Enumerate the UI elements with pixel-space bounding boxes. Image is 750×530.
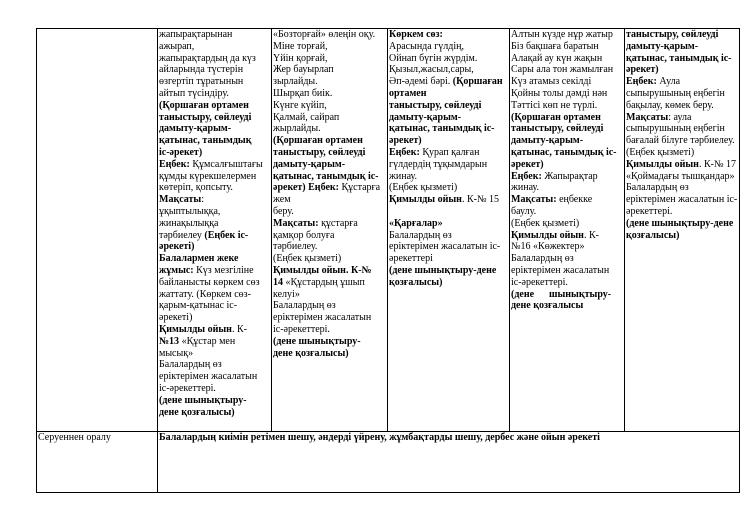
text-segment: Қурап қалған гүлдердің тұқымдарын жинау. (Еңбек қызметі) — [389, 146, 488, 194]
bold-text-segment: Мақсаты: — [273, 217, 319, 229]
bold-text-segment: Қимылды ойын — [159, 323, 232, 335]
text-segment: Арасында гүлдің, Ойнап бүгін жүрдім. Қызыл,жасыл,сары, Әп-әдемі бәрі. — [389, 40, 478, 88]
text-segment: : аула сыпырушының еңбегін бағалай білуге тәрбиелеу. (Еңбек қызметі) — [626, 111, 735, 158]
cell-text — [626, 29, 738, 241]
text-segment: Балалардың өз еріктерімен жасалатын іс- әрекеттері — [389, 229, 501, 265]
text-segment: . К-№ 17 «Қоймадағы тышқандар» Балалардың өз еріктерімен жасалатын іс- әрекеттері. — [626, 158, 738, 217]
bold-text-segment: «Қарғалар» — [389, 217, 443, 229]
text-segment: «Құстар мен мысық» Балалардың өз еріктерімен жасалатын іс-әрекеттері. — [159, 335, 258, 394]
text-segment: Алтын күзде нұр жатыр Біз бақшаға баратын Алақай ау күн жақын Сары ала тон жамылған Күз атамыз секілді Қойны толы дәмді нән Тәттісі көп не түрлі. — [511, 29, 614, 111]
activity-row — [37, 29, 740, 432]
text-segment: «Бозторғай» өлеңін оқу. Міне торғай, Үйін қорғай, Жер бауырлап зырлайды. Шырқап биік. Күнге күйіп, Қалмай, сайрап жырлайды. — [273, 29, 376, 135]
cell-text — [511, 29, 623, 312]
bold-text-segment: Мақсаты — [626, 111, 669, 123]
bold-text-segment: Еңбек: — [389, 146, 420, 158]
bold-text-segment: (Қоршаған ортамен таныстыру, сөйлеуді дамыту-қарым- қатынас, танымдық іс-әрекет) — [159, 99, 252, 158]
bold-text-segment: Қимылды ойын — [389, 194, 462, 206]
wednesday-cell — [388, 29, 510, 432]
text-segment: құстарға қамқор болуға тәрбиелеу. (Еңбек қызметі) — [273, 217, 358, 265]
bold-text-segment: (дене шынықтыру- дене қозғалысы) — [273, 335, 361, 359]
text-segment: Құмсалғыштағы құмды күрекшелермен көтеріп, қопсыту. — [159, 158, 263, 194]
text-segment: еңбекке баулу. (Еңбек қызметі) — [511, 194, 593, 229]
bold-text-segment: (дене шынықтыру-дене қозғалысы) — [626, 217, 734, 241]
bold-text-segment: Көркем сөз: — [389, 29, 443, 40]
text-segment: «Құстардың ұшып келуі» Балалардың өз еріктерімен жасалатын іс-әрекеттері. — [273, 276, 372, 335]
text-segment: Құстарға жем беру. — [273, 182, 381, 217]
text-segment: : ұқыптылыққа, жинақылыққа тәрбиелеу — [159, 194, 221, 241]
bold-text-segment: (дене шынықтыру- дене қозғалысы) — [159, 394, 247, 418]
cell-text — [273, 29, 386, 359]
daily-plan-table — [36, 28, 740, 493]
bold-text-segment: (Қоршаған ортамен таныстыру, сөйлеуді дамыту-қарым- қатынас, танымдық іс- әрекет) Еңбек: — [511, 111, 617, 182]
return-from-walk-row — [37, 432, 740, 493]
text-segment: Аула сыпырушының еңбегін бақылау, көмек беру. — [626, 76, 725, 111]
friday-cell — [625, 29, 740, 432]
text-segment: . К- №16 «Көжектер» Балалардың өз еріктерімен жасалатын іс-әрекеттері. — [511, 229, 610, 288]
text-segment: . К-№ 15 — [461, 194, 499, 206]
bold-text-segment: (Еңбек іс-әрекеті) Балалармен жеке жұмыс: — [159, 229, 249, 276]
cell-text — [389, 29, 508, 289]
text-segment: . К- — [231, 323, 247, 335]
cell-text — [159, 29, 270, 418]
bold-text-segment: (дене шынықтыру-дене қозғалысы) — [389, 264, 497, 288]
bold-text-segment: (Қоршаған ортамен таныстыру, сөйлеуді дамыту-қарым- қатынас, танымдық іс- әрекет) — [273, 135, 379, 194]
bold-text-segment: №13 — [159, 335, 180, 347]
return-from-walk-activities: Балалардың киімін ретімен шешу, әндерді үйрену, жұмбақтарды шешу, дербес және ойын әрекеті — [158, 432, 740, 493]
bold-text-segment: Мақсаты — [159, 194, 202, 206]
bold-text-segment: Еңбек: — [305, 182, 339, 194]
text-segment: жапырақтарынан ажырап, жапырақтардың да күз айларында түстерін өзгертіп тұратынын айтып түсіндіру. — [159, 29, 256, 99]
return-from-walk-label: Серуеннен оралу — [37, 432, 158, 493]
row-label-cell-empty — [37, 29, 158, 432]
bold-text-segment: Қимылды ойын — [626, 158, 699, 170]
text-segment: Күз мезгіліне байланысты көркем сөз жаттату. (Көркем сөз- қарым-қатынас іс- әрекеті) — [159, 264, 260, 324]
bold-text-segment: Еңбек: — [159, 158, 190, 170]
bold-text-segment: таныстыру, сөйлеуді дамыту-қарым- қатынас, танымдық іс- әрекет) Еңбек: — [626, 29, 732, 88]
tuesday-cell — [272, 29, 388, 432]
bold-text-segment: Қимылды ойын — [511, 229, 584, 241]
thursday-cell — [510, 29, 625, 432]
bold-text-segment: (Қоршаған ортамен таныстыру, сөйлеуді дамыту-қарым- қатынас, танымдық іс- әрекет) — [389, 76, 503, 147]
monday-cell — [158, 29, 272, 432]
bold-text-segment: Қимылды ойын. К-№ 14 — [273, 264, 372, 288]
bold-text-segment: (дене шынықтыру- дене қозғалысы — [511, 288, 612, 312]
text-segment: Жапырақтар жинау. — [511, 170, 598, 194]
bold-text-segment: Мақсаты: — [511, 194, 557, 206]
